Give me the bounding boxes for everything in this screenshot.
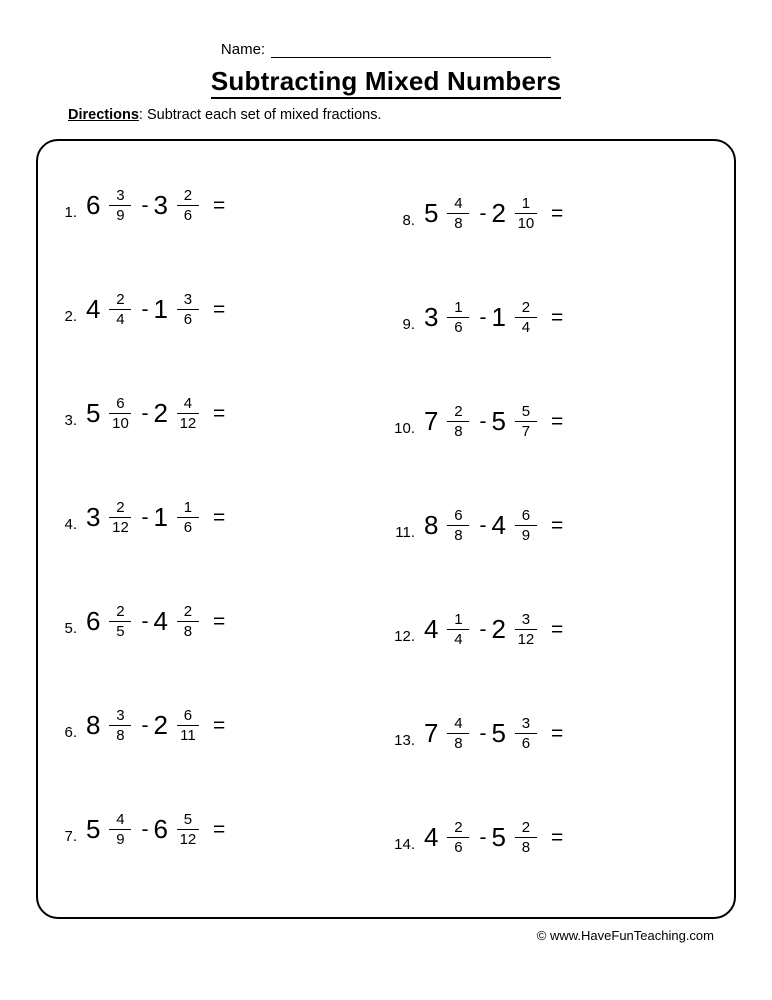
numerator: 2 <box>116 290 125 308</box>
fraction-second <box>177 604 199 639</box>
minus-operator: - <box>141 817 149 841</box>
minus-operator: - <box>479 721 487 745</box>
whole-number-second: 2 <box>491 614 506 644</box>
denominator: 5 <box>116 622 125 640</box>
problem-number: 11. <box>395 523 415 541</box>
denominator: 6 <box>454 838 463 856</box>
denominator: 12 <box>517 630 535 648</box>
problem-expression <box>84 500 225 535</box>
numerator: 4 <box>183 394 193 412</box>
problem-number: 6. <box>64 723 77 741</box>
fraction-second <box>177 708 199 743</box>
whole-number-second: 6 <box>153 814 168 844</box>
whole-number-first: 7 <box>424 718 439 748</box>
denominator: 8 <box>454 734 463 752</box>
whole-number-first: 7 <box>424 406 439 436</box>
fraction-first <box>109 708 131 743</box>
fraction-second <box>515 300 537 335</box>
fraction-first <box>447 716 469 751</box>
fraction-second <box>515 820 537 855</box>
problem-number: 3. <box>64 411 77 429</box>
numerator: 5 <box>521 402 531 420</box>
problem-row <box>388 577 736 681</box>
numerator: 6 <box>183 706 193 724</box>
fraction-second <box>177 500 199 535</box>
problem-number: 1. <box>64 203 77 221</box>
numerator: 6 <box>454 506 463 524</box>
whole-number-second: 2 <box>153 710 168 740</box>
denominator: 6 <box>183 310 193 328</box>
equals-sign: = <box>212 401 226 425</box>
denominator: 12 <box>179 830 197 848</box>
problem-expression <box>422 196 563 231</box>
minus-operator: - <box>141 505 149 529</box>
problem-expression <box>84 812 225 847</box>
problem-number: 8. <box>402 211 415 229</box>
minus-operator: - <box>141 193 149 217</box>
denominator: 4 <box>116 310 125 328</box>
equals-sign: = <box>212 505 226 529</box>
numerator: 2 <box>521 298 531 316</box>
whole-number-first: 3 <box>86 502 101 532</box>
problem-expression <box>422 300 563 335</box>
whole-number-first: 3 <box>424 302 439 332</box>
fraction-second <box>177 188 199 223</box>
minus-operator: - <box>479 305 487 329</box>
denominator: 9 <box>116 206 125 224</box>
equals-sign: = <box>212 817 226 841</box>
numerator: 6 <box>116 394 125 412</box>
whole-number-first: 4 <box>424 614 439 644</box>
problem-number: 14. <box>394 835 415 853</box>
fraction-first <box>447 612 469 647</box>
problem-row <box>388 265 736 369</box>
denominator: 7 <box>521 422 531 440</box>
minus-operator: - <box>141 297 149 321</box>
numerator: 3 <box>183 290 193 308</box>
name-field-row <box>0 42 772 58</box>
numerator: 4 <box>116 810 125 828</box>
denominator: 6 <box>521 734 531 752</box>
minus-operator: - <box>479 825 487 849</box>
fraction-second <box>515 404 537 439</box>
problem-row <box>50 673 386 777</box>
whole-number-second: 3 <box>153 190 168 220</box>
numerator: 1 <box>454 298 463 316</box>
whole-number-first: 5 <box>86 814 101 844</box>
problem-number: 13. <box>394 731 415 749</box>
fraction-second <box>515 196 537 231</box>
fraction-first <box>109 604 131 639</box>
numerator: 1 <box>183 498 193 516</box>
denominator: 12 <box>179 414 197 432</box>
whole-number-second: 4 <box>491 510 506 540</box>
minus-operator: - <box>141 713 149 737</box>
fraction-second <box>177 292 199 327</box>
numerator: 1 <box>521 194 531 212</box>
whole-number-second: 5 <box>491 718 506 748</box>
numerator: 2 <box>116 498 125 516</box>
problem-row <box>50 777 386 881</box>
numerator: 2 <box>183 602 193 620</box>
numerator: 2 <box>454 402 463 420</box>
whole-number-second: 1 <box>153 502 168 532</box>
whole-number-second: 5 <box>491 406 506 436</box>
fraction-second <box>515 612 537 647</box>
whole-number-first: 8 <box>424 510 439 540</box>
numerator: 3 <box>521 610 531 628</box>
whole-number-first: 6 <box>86 606 101 636</box>
minus-operator: - <box>141 401 149 425</box>
fraction-first <box>447 300 469 335</box>
problem-row <box>388 161 736 265</box>
whole-number-first: 5 <box>86 398 101 428</box>
numerator: 6 <box>521 506 531 524</box>
problem-expression <box>422 716 563 751</box>
equals-sign: = <box>550 721 564 745</box>
problem-expression <box>422 612 563 647</box>
fraction-second <box>515 508 537 543</box>
minus-operator: - <box>479 513 487 537</box>
fraction-second <box>515 716 537 751</box>
problem-number: 4. <box>64 515 77 533</box>
problem-expression <box>84 708 225 743</box>
problem-number: 5. <box>64 619 77 637</box>
denominator: 8 <box>454 526 463 544</box>
denominator: 8 <box>454 422 463 440</box>
minus-operator: - <box>479 617 487 641</box>
equals-sign: = <box>550 513 564 537</box>
denominator: 4 <box>454 630 463 648</box>
denominator: 12 <box>112 518 129 536</box>
problem-number: 7. <box>64 827 77 845</box>
fraction-first <box>109 812 131 847</box>
minus-operator: - <box>141 609 149 633</box>
denominator: 6 <box>183 518 193 536</box>
problem-expression <box>84 396 225 431</box>
directions-label: Directions <box>68 107 139 123</box>
problem-row <box>50 569 386 673</box>
denominator: 9 <box>521 526 531 544</box>
numerator: 5 <box>183 810 193 828</box>
numerator: 2 <box>116 602 125 620</box>
equals-sign: = <box>550 305 564 329</box>
fraction-first <box>447 196 469 231</box>
problem-expression <box>422 404 563 439</box>
numerator: 3 <box>116 186 125 204</box>
problem-expression <box>84 188 225 223</box>
denominator: 4 <box>521 318 531 336</box>
directions <box>68 107 382 123</box>
numerator: 4 <box>454 194 463 212</box>
problem-row <box>50 153 386 257</box>
problem-expression <box>422 820 563 855</box>
denominator: 8 <box>116 726 125 744</box>
whole-number-first: 5 <box>424 198 439 228</box>
whole-number-second: 2 <box>153 398 168 428</box>
fraction-second <box>177 812 199 847</box>
whole-number-first: 4 <box>424 822 439 852</box>
problem-row <box>50 465 386 569</box>
problem-number: 9. <box>402 315 415 333</box>
name-input-line[interactable] <box>271 42 551 58</box>
equals-sign: = <box>550 825 564 849</box>
denominator: 8 <box>521 838 531 856</box>
whole-number-second: 4 <box>153 606 168 636</box>
fraction-second <box>177 396 199 431</box>
equals-sign: = <box>212 193 226 217</box>
whole-number-first: 6 <box>86 190 101 220</box>
whole-number-second: 2 <box>491 198 506 228</box>
problem-row <box>388 785 736 889</box>
whole-number-first: 4 <box>86 294 101 324</box>
problem-expression <box>422 508 563 543</box>
numerator: 2 <box>183 186 193 204</box>
fraction-first <box>447 404 469 439</box>
fraction-first <box>109 396 131 431</box>
problem-row <box>388 681 736 785</box>
numerator: 3 <box>116 706 125 724</box>
equals-sign: = <box>550 201 564 225</box>
problems-column-left <box>36 153 386 919</box>
problem-row <box>50 257 386 361</box>
problem-expression <box>84 292 225 327</box>
numerator: 1 <box>454 610 463 628</box>
equals-sign: = <box>212 609 226 633</box>
denominator: 10 <box>517 214 535 232</box>
numerator: 2 <box>521 818 531 836</box>
fraction-first <box>447 820 469 855</box>
problems-column-right <box>386 161 736 919</box>
directions-text: : Subtract each set of mixed fractions. <box>138 107 382 123</box>
denominator: 6 <box>454 318 463 336</box>
denominator: 8 <box>454 214 463 232</box>
whole-number-second: 1 <box>153 294 168 324</box>
problem-expression <box>84 604 225 639</box>
fraction-first <box>109 500 131 535</box>
problems-columns <box>36 139 736 919</box>
whole-number-second: 1 <box>491 302 506 332</box>
equals-sign: = <box>550 617 564 641</box>
equals-sign: = <box>212 713 226 737</box>
minus-operator: - <box>479 201 487 225</box>
fraction-first <box>109 292 131 327</box>
fraction-first <box>109 188 131 223</box>
numerator: 3 <box>521 714 531 732</box>
equals-sign: = <box>550 409 564 433</box>
fraction-first <box>447 508 469 543</box>
denominator: 9 <box>116 830 125 848</box>
numerator: 4 <box>454 714 463 732</box>
problem-number: 10. <box>394 419 415 437</box>
whole-number-first: 8 <box>86 710 101 740</box>
footer-credit: © www.HaveFunTeaching.com <box>536 928 714 943</box>
page-title <box>0 66 772 97</box>
problem-number: 12. <box>394 627 415 645</box>
denominator: 8 <box>183 622 193 640</box>
numerator: 2 <box>454 818 463 836</box>
problem-row <box>50 361 386 465</box>
minus-operator: - <box>479 409 487 433</box>
whole-number-second: 5 <box>491 822 506 852</box>
denominator: 11 <box>180 726 196 744</box>
denominator: 10 <box>112 414 129 432</box>
problem-row <box>388 369 736 473</box>
problem-row <box>388 473 736 577</box>
denominator: 6 <box>183 206 193 224</box>
equals-sign: = <box>212 297 226 321</box>
page-title-text: Subtracting Mixed Numbers <box>211 66 561 99</box>
name-label: Name: <box>220 41 266 58</box>
problem-number: 2. <box>64 307 77 325</box>
